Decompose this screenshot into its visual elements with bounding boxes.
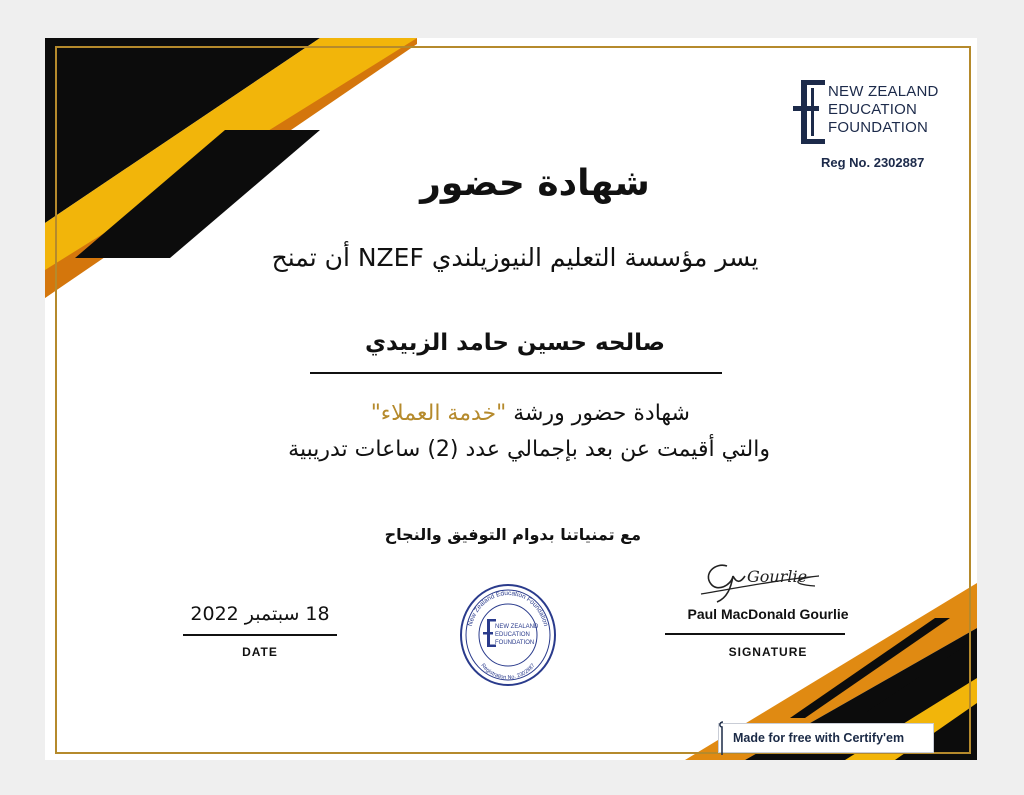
organization-name-line1: NEW ZEALAND <box>828 83 939 100</box>
certificate-title: شهادة حضور <box>420 163 650 204</box>
certifyem-badge[interactable]: Made for free with Certify'em <box>718 723 934 753</box>
seal-line3: FOUNDATION <box>495 640 535 646</box>
course-name: "خدمة العملاء" <box>370 401 507 426</box>
date-label: DATE <box>242 645 278 659</box>
organization-seal-icon <box>459 583 557 688</box>
signature-image <box>697 548 822 603</box>
seal-line2: EDUCATION <box>495 632 530 638</box>
certificate-body-line1 <box>245 401 690 426</box>
body-prefix: شهادة حضور ورشة <box>506 401 690 426</box>
seal-line1: NEW ZEALAND <box>495 624 539 630</box>
signature-script: Gourlie <box>747 567 808 586</box>
organization-name-line3: FOUNDATION <box>828 119 929 136</box>
signature-label: SIGNATURE <box>728 645 808 659</box>
date-underline <box>183 634 337 636</box>
seal-ring-top: New Zealand Education Foundation <box>466 589 550 627</box>
organization-name <box>828 83 939 137</box>
certificate-intro: يسر مؤسسة التعليم النيوزيلندي NZEF أن تمنح <box>271 243 759 272</box>
badge-scroll-icon <box>718 721 724 757</box>
seal-ring-bottom: Registration No. 2302887 <box>479 662 537 682</box>
signature-underline <box>665 633 845 635</box>
signatory-name: Paul MacDonald Gourlie <box>687 606 849 622</box>
recipient-underline <box>310 372 722 374</box>
organization-name-line2: EDUCATION <box>828 101 918 118</box>
recipient-name: صالحه حسين حامد الزبيدي <box>364 330 666 356</box>
closing-wishes: مع تمنياتنا بدوام التوفيق والنجاح <box>384 525 641 544</box>
certificate-page <box>45 38 977 760</box>
date-value: 18 سبتمبر 2022 <box>190 603 330 625</box>
certificate-body-line2: والتي أقيمت عن بعد بإجمالي عدد (2) ساعات تدريبية <box>288 437 770 462</box>
registration-number: Reg No. 2302887 <box>821 155 925 170</box>
